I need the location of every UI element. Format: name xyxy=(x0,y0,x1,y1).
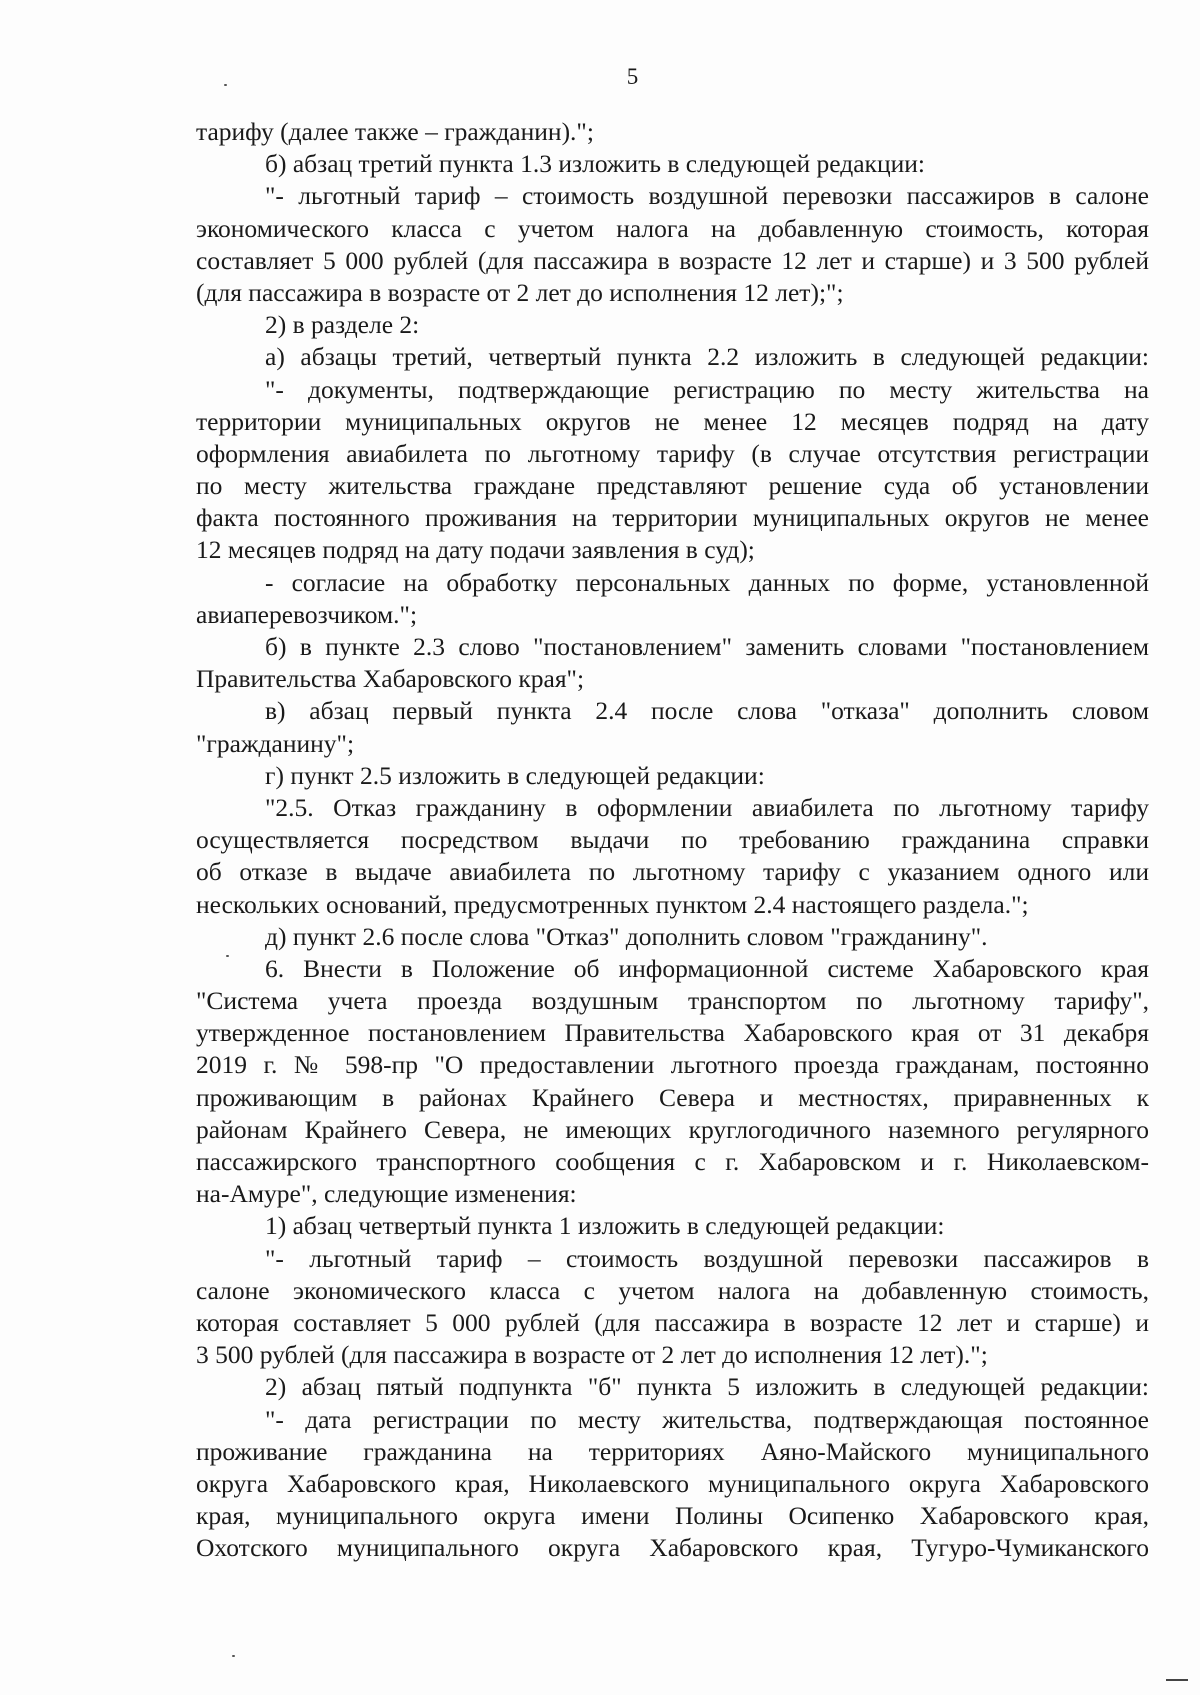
text-line: салоне экономического класса с учетом налога на добавленную стоимость, xyxy=(196,1275,1149,1305)
page-number: 5 xyxy=(626,64,639,89)
text-line: "- льготный тариф – стоимость воздушной перевозки пассажиров в салоне xyxy=(265,181,1149,211)
text-line: "- льготный тариф – стоимость воздушной перевозки пассажиров в xyxy=(265,1243,1149,1273)
text-line: "Система учета проезда воздушным транспортом по льготному тарифу", xyxy=(196,986,1149,1016)
text-line: пассажирского транспортного сообщения с г. Хабаровском и г. Николаевском- xyxy=(196,1147,1149,1176)
text-line: края, муниципального округа имени Полины Осипенко Хабаровского края, xyxy=(196,1501,1149,1531)
text-line: округа Хабаровского края, Николаевского муниципального округа Хабаровского xyxy=(196,1468,1149,1498)
text-line: в) абзац первый пункта 2.4 после слова "отказа" дополнить словом xyxy=(265,696,1149,726)
text-line: 6. Внести в Положение об информационной системе Хабаровского края xyxy=(265,953,1149,983)
text-line: б) абзац третий пункта 1.3 изложить в следующей редакции: xyxy=(265,149,925,179)
text-line: Охотского муниципального округа Хабаровского края, Тугуро-Чумиканского xyxy=(196,1533,1149,1563)
text-line: а) абзацы третий, четвертый пункта 2.2 изложить в следующей редакции: xyxy=(265,342,1149,372)
text-line: утвержденное постановлением Правительства Хабаровского края от 31 декабря xyxy=(196,1018,1149,1048)
text-line: которая составляет 5 000 рублей (для пассажира в возрасте 12 лет и старше) и xyxy=(196,1307,1149,1337)
text-line: на-Амуре", следующие изменения: xyxy=(196,1179,577,1209)
scan-edge-mark xyxy=(1166,1679,1188,1681)
text-line: 2) в разделе 2: xyxy=(265,310,420,340)
text-line: проживание гражданина на территориях Аяно-Майского муниципального xyxy=(196,1436,1149,1466)
text-line: 1) абзац четвертый пункта 1 изложить в следующей редакции: xyxy=(265,1211,945,1241)
text-line: г) пункт 2.5 изложить в следующей редакции: xyxy=(265,760,765,790)
text-line: нескольких оснований, предусмотренных пунктом 2.4 настоящего раздела."; xyxy=(196,889,1029,919)
text-line: проживающим в районах Крайнего Севера и местностях, приравненных к xyxy=(196,1082,1149,1112)
text-line: "- документы, подтверждающие регистрацию по месту жительства на xyxy=(265,374,1149,404)
text-line: - согласие на обработку персональных данных по форме, установленной xyxy=(265,567,1149,597)
text-line: составляет 5 000 рублей (для пассажира в возрасте 12 лет и старше) и 3 500 рублей xyxy=(196,245,1149,275)
text-line: 3 500 рублей (для пассажира в возрасте от 2 лет до исполнения 12 лет)."; xyxy=(196,1340,988,1370)
text-line: "гражданину"; xyxy=(196,728,355,758)
text-line: "- дата регистрации по месту жительства, подтверждающая постоянное xyxy=(265,1404,1149,1434)
text-line: осуществляется посредством выдачи по требованию гражданина справки xyxy=(196,825,1149,855)
text-line: авиаперевозчиком."; xyxy=(196,599,418,629)
text-line: 2019 г. № 598-пр "О предоставлении льготного проезда гражданам, постоянно xyxy=(196,1050,1149,1080)
text-line: экономического класса с учетом налога на добавленную стоимость, которая xyxy=(196,213,1149,243)
text-line: д) пункт 2.6 после слова "Отказ" дополнить словом "гражданину". xyxy=(265,921,988,951)
text-line: 2) абзац пятый подпункта "б" пункта 5 изложить в следующей редакции: xyxy=(265,1372,1149,1402)
text-line: районам Крайнего Севера, не имеющих круглогодичного наземного регулярного xyxy=(196,1114,1149,1144)
text-line: об отказе в выдаче авиабилета по льготному тарифу с указанием одного или xyxy=(196,857,1149,887)
text-line: оформления авиабилета по льготному тарифу (в случае отсутствия регистрации xyxy=(196,438,1149,468)
text-line: "2.5. Отказ гражданину в оформлении авиабилета по льготному тарифу xyxy=(265,792,1149,822)
scan-speck xyxy=(232,1655,235,1657)
text-line: 12 месяцев подряд на дату подачи заявления в суд); xyxy=(196,535,755,565)
text-line: Правительства Хабаровского края"; xyxy=(196,664,585,694)
text-line: б) в пункте 2.3 слово "постановлением" заменить словами "постановлением xyxy=(265,632,1149,661)
text-line: тарифу (далее также – гражданин)."; xyxy=(196,117,594,146)
scan-speck xyxy=(224,84,227,86)
text-line: по месту жительства граждане представляют решение суда об установлении xyxy=(196,471,1149,501)
text-line: (для пассажира в возрасте от 2 лет до исполнения 12 лет);"; xyxy=(196,277,844,307)
document-body xyxy=(196,116,1149,1564)
text-line: факта постоянного проживания на территории муниципальных округов не менее xyxy=(196,503,1149,533)
text-line: территории муниципальных округов не менее 12 месяцев подряд на дату xyxy=(196,406,1149,436)
